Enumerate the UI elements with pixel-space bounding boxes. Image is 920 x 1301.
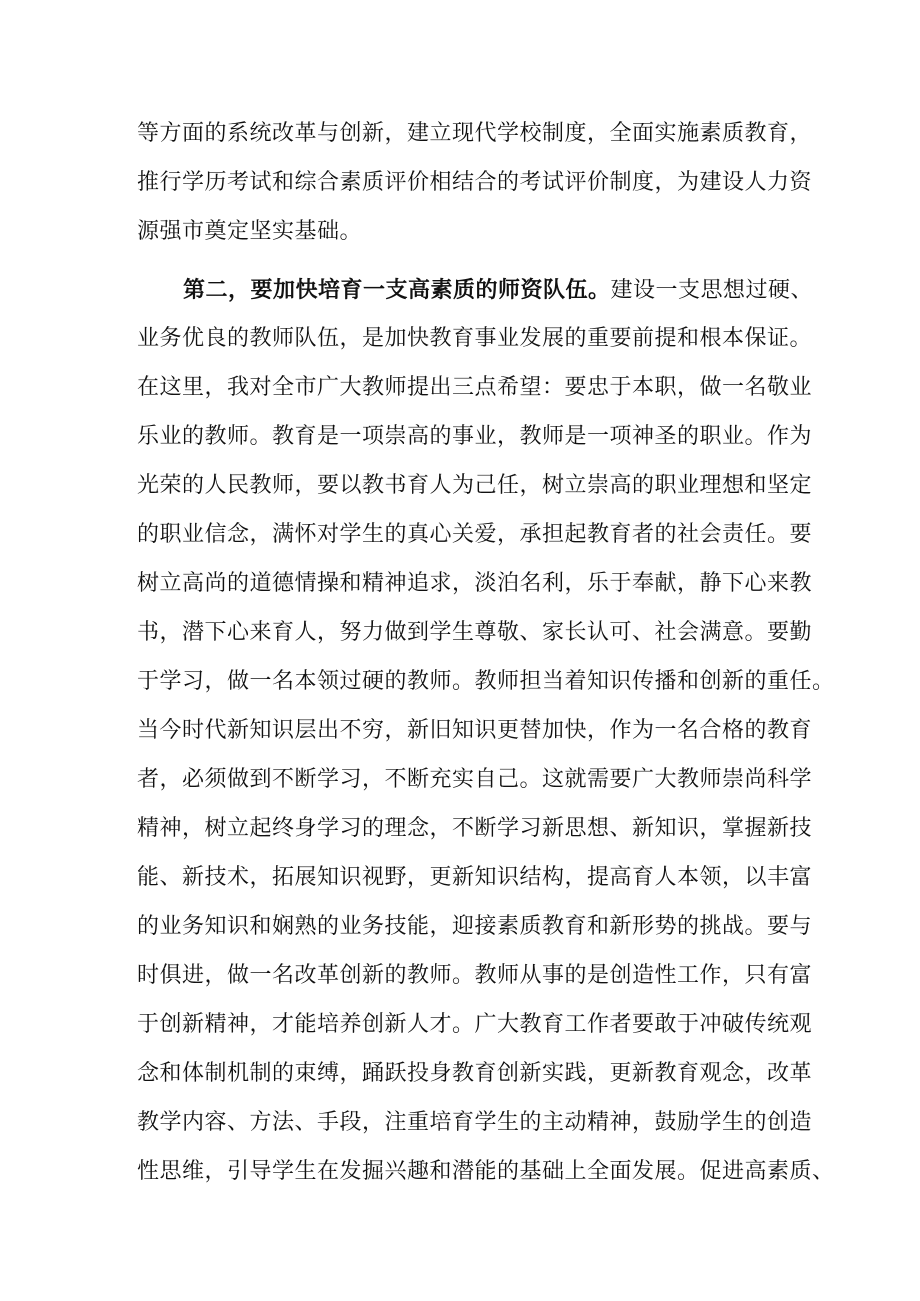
paragraph-2-line-10: 当今时代新知识层出不穷，新旧知识更替加快，作为一名合格的教育: [137, 718, 813, 743]
paragraph-2-line-1: [183, 270, 814, 310]
paragraph-2-line-16: 于创新精神，才能培养创新人才。广大教育工作者要敢于冲破传统观: [137, 1012, 813, 1037]
paragraph-2-line-6: 的职业信念，满怀对学生的真心关爱，承担起教育者的社会责任。要: [137, 522, 813, 547]
paragraph-2-line-1-rest: 建设一支思想过硬、: [610, 278, 814, 303]
paragraph-2-line-18: 教学内容、方法、手段，注重培育学生的主动精神，鼓励学生的创造: [137, 1110, 813, 1135]
paragraph-2-line-5: 光荣的人民教师，要以教书育人为己任，树立崇高的职业理想和坚定: [137, 473, 813, 498]
paragraph-1-line-3: 源强市奠定坚实基础。: [137, 219, 363, 244]
paragraph-2-line-3: 在这里，我对全市广大教师提出三点希望：要忠于本职，做一名敬业: [137, 375, 813, 400]
paragraph-2-line-19: 性思维，引导学生在发掘兴趣和潜能的基础上全面发展。促进高素质、: [137, 1159, 835, 1184]
paragraph-1-line-2: 推行学历考试和综合素质评价相结合的考试评价制度，为建设人力资: [137, 170, 813, 195]
paragraph-2-line-12: 精神，树立起终身学习的理念，不断学习新思想、新知识，掌握新技: [137, 816, 813, 841]
paragraph-2-line-11: 者，必须做到不断学习，不断充实自己。这就需要广大教师崇尚科学: [137, 767, 813, 792]
paragraph-2-line-9: 于学习，做一名本领过硬的教师。教师担当着知识传播和创新的重任。: [137, 669, 835, 694]
section-heading: 第二，要加快培育一支高素质的师资队伍。: [183, 277, 611, 303]
paragraph-2-line-2: 业务优良的教师队伍，是加快教育事业发展的重要前提和根本保证。: [137, 326, 813, 351]
paragraph-2-line-17: 念和体制机制的束缚，踊跃投身教育创新实践，更新教育观念，改革: [137, 1061, 813, 1086]
paragraph-1-line-1: 等方面的系统改革与创新，建立现代学校制度，全面实施素质教育，: [137, 121, 813, 146]
paragraph-2-line-8: 书，潜下心来育人，努力做到学生尊敬、家长认可、社会满意。要勤: [137, 620, 813, 645]
paragraph-2-line-15: 时俱进，做一名改革创新的教师。教师从事的是创造性工作，只有富: [137, 963, 813, 988]
paragraph-2-line-13: 能、新技术，拓展知识视野，更新知识结构，提高育人本领，以丰富: [137, 865, 813, 890]
paragraph-2-line-14: 的业务知识和娴熟的业务技能，迎接素质教育和新形势的挑战。要与: [137, 914, 813, 939]
paragraph-2-line-7: 树立高尚的道德情操和精神追求，淡泊名利，乐于奉献，静下心来教: [137, 571, 813, 596]
paragraph-2-line-4: 乐业的教师。教育是一项崇高的事业，教师是一项神圣的职业。作为: [137, 424, 813, 449]
